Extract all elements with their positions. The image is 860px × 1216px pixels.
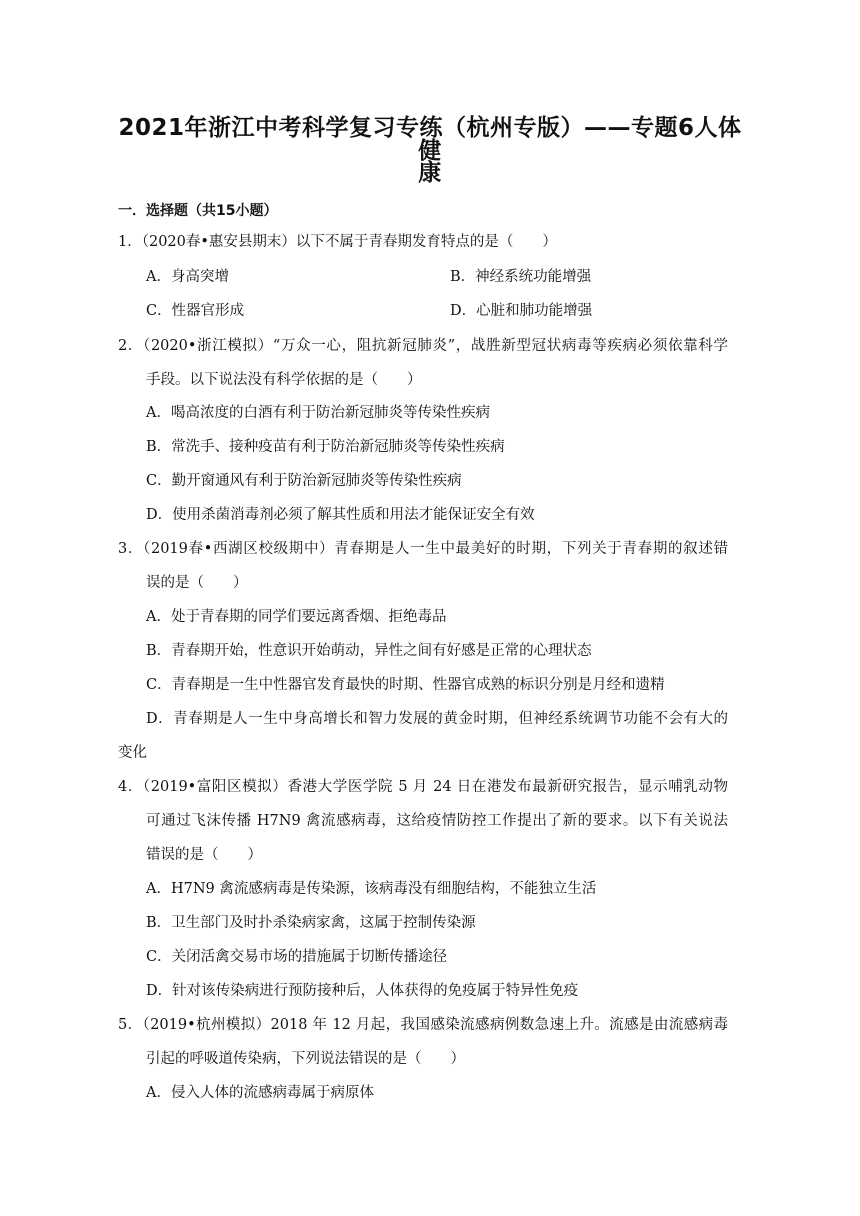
question-5-stem-line2: 引起的呼吸道传染病，下列说法错误的是（ ） <box>146 1051 465 1067</box>
document-title-line1: 2021年浙江中考科学复习专练（杭州专版）——专题6人体健 <box>118 115 742 164</box>
question-4-option-d: D．针对该传染病进行预防接种后，人体获得的免疫属于特异性免疫 <box>146 983 579 999</box>
question-4-stem-line3: 错误的是（ ） <box>146 847 262 863</box>
document-title-line2: 康 <box>418 160 442 186</box>
question-1-option-d: D．心脏和肺功能增强 <box>450 303 593 319</box>
question-1-option-c: C．性器官形成 <box>146 303 245 319</box>
section-heading: 一．选择题（共15小题） <box>118 203 278 219</box>
question-2-option-b: B．常洗手、接种疫苗有利于防治新冠肺炎等传染性疾病 <box>146 439 505 455</box>
question-2-stem-line2: 手段。以下说法没有科学依据的是（ ） <box>146 372 422 388</box>
question-4-option-c: C．关闭活禽交易市场的措施属于切断传播途径 <box>146 949 448 965</box>
question-3-option-b: B．青春期开始，性意识开始萌动，异性之间有好感是正常的心理状态 <box>146 643 592 659</box>
question-3-option-c: C．青春期是一生中性器官发育最快的时期、性器官成熟的标识分别是月经和遗精 <box>146 677 665 693</box>
question-5-stem-line1: 5．（2019•杭州模拟）2018 年 12 月起，我国感染流感病例数急速上升。流感是由流感病毒 <box>118 1017 728 1033</box>
question-2-option-c: C．勤开窗通风有利于防治新冠肺炎等传染性疾病 <box>146 473 462 489</box>
question-4-stem-line1: 4．（2019•富阳区模拟）香港大学医学院 5 月 24 日在港发布最新研究报告，显示哺乳动物 <box>118 779 728 795</box>
question-4-option-a: A．H7N9 禽流感病毒是传染源，该病毒没有细胞结构，不能独立生活 <box>146 881 597 897</box>
question-1-option-a: A．身高突增 <box>146 269 229 285</box>
question-2-stem-line1: 2．（2020•浙江模拟）“万众一心，阻抗新冠肺炎”，战胜新型冠状病毒等疾病必须依靠科学 <box>118 338 728 354</box>
question-3-stem-line2: 误的是（ ） <box>146 575 248 591</box>
question-3-option-d-line2: 变化 <box>118 745 147 761</box>
question-3-option-a: A．处于青春期的同学们要远离香烟、拒绝毒品 <box>146 609 447 625</box>
question-3-stem-line1: 3．（2019春•西湖区校级期中）青春期是人一生中最美好的时期，下列关于青春期的叙述错 <box>118 541 728 557</box>
question-3-option-d-line1: D．青春期是人一生中身高增长和智力发展的黄金时期，但神经系统调节功能不会有大的 <box>146 711 728 727</box>
question-2-option-a: A．喝高浓度的白酒有利于防治新冠肺炎等传染性疾病 <box>146 405 490 421</box>
question-1-stem: 1．（2020春•惠安县期末）以下不属于青春期发育特点的是（ ） <box>118 234 557 250</box>
question-2-option-d: D．使用杀菌消毒剂必须了解其性质和用法才能保证安全有效 <box>146 507 535 523</box>
question-4-option-b: B．卫生部门及时扑杀染病家禽，这属于控制传染源 <box>146 915 476 931</box>
question-5-option-a: A．侵入人体的流感病毒属于病原体 <box>146 1085 374 1101</box>
question-1-option-b: B．神经系统功能增强 <box>450 269 592 285</box>
question-4-stem-line2: 可通过飞沫传播 H7N9 禽流感病毒，这给疫情防控工作提出了新的要求。以下有关说法 <box>146 813 728 829</box>
